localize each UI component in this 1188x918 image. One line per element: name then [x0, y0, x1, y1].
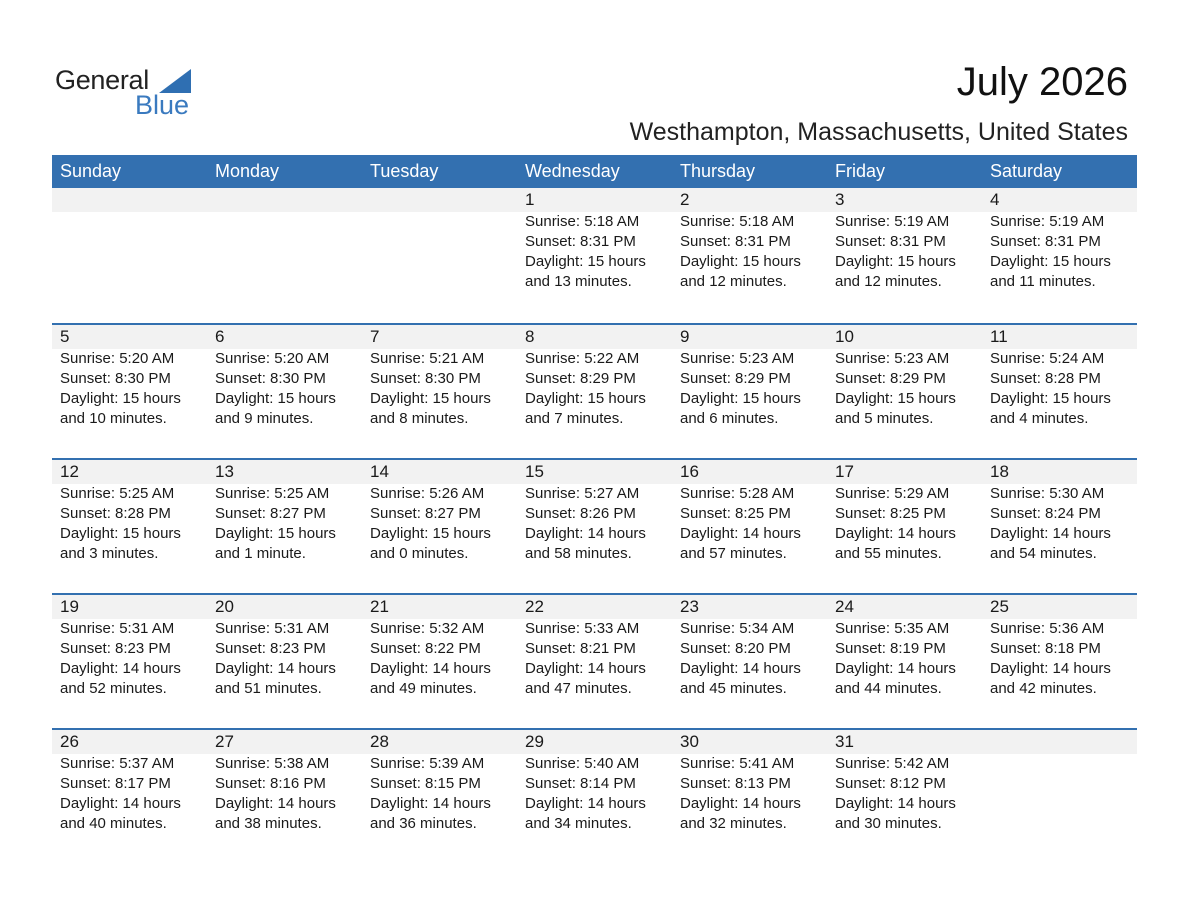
daylight-text: Daylight: 15 hours: [680, 390, 801, 407]
daylight-minutes-text: and 32 minutes.: [680, 815, 787, 832]
daylight-minutes-text: and 10 minutes.: [60, 410, 167, 427]
day-cell: [517, 595, 672, 699]
daylight-minutes-text: and 58 minutes.: [525, 545, 632, 562]
week-days: [52, 730, 1137, 834]
sunset-text: Sunset: 8:31 PM: [990, 233, 1101, 250]
day-number: 7: [370, 327, 380, 346]
day-cell: [207, 595, 362, 699]
empty-day-cell: [52, 188, 207, 292]
sunrise-text: Sunrise: 5:26 AM: [370, 485, 485, 502]
sunrise-text: Sunrise: 5:18 AM: [680, 213, 795, 230]
day-cell: [827, 460, 982, 564]
day-number: 22: [525, 597, 544, 616]
daylight-minutes-text: and 11 minutes.: [990, 273, 1096, 290]
daylight-minutes-text: and 55 minutes.: [835, 545, 942, 562]
sunset-text: Sunset: 8:21 PM: [525, 640, 636, 657]
sunrise-text: Sunrise: 5:41 AM: [680, 755, 795, 772]
calendar-week: [52, 188, 1137, 323]
daylight-minutes-text: and 7 minutes.: [525, 410, 624, 427]
week-days: [52, 460, 1137, 564]
daylight-text: Daylight: 15 hours: [60, 525, 181, 542]
sunrise-text: Sunrise: 5:34 AM: [680, 620, 795, 637]
weekday-header-sunday: Sunday: [60, 161, 122, 181]
day-number: 30: [680, 732, 699, 751]
daylight-minutes-text: and 44 minutes.: [835, 680, 942, 697]
daylight-text: Daylight: 14 hours: [370, 660, 491, 677]
empty-day-cell: [982, 730, 1137, 834]
sunset-text: Sunset: 8:19 PM: [835, 640, 946, 657]
daylight-minutes-text: and 42 minutes.: [990, 680, 1097, 697]
daylight-text: Daylight: 14 hours: [835, 525, 956, 542]
day-number: 29: [525, 732, 544, 751]
day-cell: [827, 188, 982, 292]
day-cell: [982, 325, 1137, 429]
sunrise-text: Sunrise: 5:19 AM: [990, 213, 1105, 230]
day-number: 9: [680, 327, 690, 346]
day-number: 15: [525, 462, 544, 481]
sunrise-text: Sunrise: 5:36 AM: [990, 620, 1105, 637]
day-cell: [52, 460, 207, 564]
day-cell: [207, 325, 362, 429]
day-number: 18: [990, 462, 1009, 481]
day-cell: [52, 730, 207, 834]
sunrise-text: Sunrise: 5:19 AM: [835, 213, 950, 230]
sunrise-text: Sunrise: 5:18 AM: [525, 213, 640, 230]
sunrise-text: Sunrise: 5:39 AM: [370, 755, 485, 772]
day-number: 1: [525, 190, 535, 209]
sunset-text: Sunset: 8:12 PM: [835, 775, 946, 792]
daylight-minutes-text: and 9 minutes.: [215, 410, 314, 427]
sunset-text: Sunset: 8:20 PM: [680, 640, 791, 657]
daylight-minutes-text: and 1 minute.: [215, 545, 306, 562]
sunrise-text: Sunrise: 5:32 AM: [370, 620, 485, 637]
sunrise-text: Sunrise: 5:29 AM: [835, 485, 950, 502]
day-number: 21: [370, 597, 389, 616]
daylight-text: Daylight: 14 hours: [60, 795, 181, 812]
day-number: 13: [215, 462, 234, 481]
day-number: 8: [525, 327, 535, 346]
sunrise-text: Sunrise: 5:38 AM: [215, 755, 330, 772]
sunrise-text: Sunrise: 5:33 AM: [525, 620, 640, 637]
week-days: [52, 188, 1137, 292]
sunrise-text: Sunrise: 5:35 AM: [835, 620, 950, 637]
sunset-text: Sunset: 8:23 PM: [60, 640, 171, 657]
daylight-text: Daylight: 14 hours: [525, 660, 646, 677]
daylight-minutes-text: and 13 minutes.: [525, 273, 632, 290]
daylight-minutes-text: and 47 minutes.: [525, 680, 632, 697]
daylight-minutes-text: and 6 minutes.: [680, 410, 779, 427]
generalblue-logo: [55, 64, 205, 120]
sunset-text: Sunset: 8:16 PM: [215, 775, 326, 792]
calendar-grid: [52, 155, 1137, 863]
day-number: 12: [60, 462, 79, 481]
sunrise-text: Sunrise: 5:37 AM: [60, 755, 175, 772]
day-cell: [517, 460, 672, 564]
daylight-text: Daylight: 14 hours: [60, 660, 181, 677]
sunrise-text: Sunrise: 5:25 AM: [60, 485, 175, 502]
page-title: July 2026: [956, 60, 1128, 104]
sunset-text: Sunset: 8:30 PM: [60, 370, 171, 387]
calendar-week: [52, 728, 1137, 863]
daylight-minutes-text: and 36 minutes.: [370, 815, 477, 832]
day-cell: [52, 595, 207, 699]
calendar-week: [52, 593, 1137, 728]
sunset-text: Sunset: 8:14 PM: [525, 775, 636, 792]
weekday-header-saturday: Saturday: [990, 161, 1063, 181]
daylight-text: Daylight: 14 hours: [990, 525, 1111, 542]
sunset-text: Sunset: 8:30 PM: [370, 370, 481, 387]
daylight-minutes-text: and 38 minutes.: [215, 815, 322, 832]
daylight-minutes-text: and 3 minutes.: [60, 545, 159, 562]
daylight-minutes-text: and 52 minutes.: [60, 680, 167, 697]
daylight-text: Daylight: 15 hours: [835, 390, 956, 407]
sunrise-text: Sunrise: 5:21 AM: [370, 350, 485, 367]
day-cell: [362, 325, 517, 429]
day-cell: [517, 325, 672, 429]
daylight-text: Daylight: 14 hours: [990, 660, 1111, 677]
daylight-text: Daylight: 14 hours: [680, 795, 801, 812]
daylight-text: Daylight: 14 hours: [215, 795, 336, 812]
sunset-text: Sunset: 8:28 PM: [990, 370, 1101, 387]
sunset-text: Sunset: 8:23 PM: [215, 640, 326, 657]
day-cell: [362, 595, 517, 699]
sunrise-text: Sunrise: 5:31 AM: [60, 620, 175, 637]
sunrise-text: Sunrise: 5:24 AM: [990, 350, 1105, 367]
logo-blue-text: Blue: [135, 90, 190, 120]
daylight-minutes-text: and 30 minutes.: [835, 815, 942, 832]
sunset-text: Sunset: 8:18 PM: [990, 640, 1101, 657]
day-number: 25: [990, 597, 1009, 616]
day-cell: [517, 188, 672, 292]
sunrise-text: Sunrise: 5:42 AM: [835, 755, 950, 772]
daylight-text: Daylight: 15 hours: [835, 253, 956, 270]
day-number: 20: [215, 597, 234, 616]
day-number: 24: [835, 597, 854, 616]
day-cell: [362, 730, 517, 834]
sunset-text: Sunset: 8:31 PM: [525, 233, 636, 250]
location-subtitle: Westhampton, Massachusetts, United States: [629, 118, 1128, 146]
sunset-text: Sunset: 8:24 PM: [990, 505, 1101, 522]
day-cell: [672, 188, 827, 292]
daylight-text: Daylight: 14 hours: [680, 660, 801, 677]
daylight-minutes-text: and 40 minutes.: [60, 815, 167, 832]
sunrise-text: Sunrise: 5:23 AM: [835, 350, 950, 367]
day-number: 3: [835, 190, 845, 209]
day-cell: [672, 460, 827, 564]
sunset-text: Sunset: 8:29 PM: [525, 370, 636, 387]
daylight-text: Daylight: 15 hours: [60, 390, 181, 407]
sunrise-text: Sunrise: 5:40 AM: [525, 755, 640, 772]
weekday-header-wednesday: Wednesday: [525, 161, 620, 181]
daylight-minutes-text: and 45 minutes.: [680, 680, 787, 697]
daylight-minutes-text: and 5 minutes.: [835, 410, 934, 427]
empty-day-cell: [207, 188, 362, 292]
day-cell: [207, 460, 362, 564]
weekday-header-friday: Friday: [835, 161, 886, 181]
day-cell: [517, 730, 672, 834]
day-number: 2: [680, 190, 690, 209]
day-number: 26: [60, 732, 79, 751]
sunrise-text: Sunrise: 5:20 AM: [215, 350, 330, 367]
sunset-text: Sunset: 8:31 PM: [680, 233, 791, 250]
day-number: 27: [215, 732, 234, 751]
daylight-text: Daylight: 15 hours: [370, 390, 491, 407]
sunrise-text: Sunrise: 5:28 AM: [680, 485, 795, 502]
sunrise-text: Sunrise: 5:22 AM: [525, 350, 640, 367]
day-number: 23: [680, 597, 699, 616]
sunset-text: Sunset: 8:29 PM: [835, 370, 946, 387]
sunrise-text: Sunrise: 5:31 AM: [215, 620, 330, 637]
daylight-text: Daylight: 15 hours: [370, 525, 491, 542]
weeks-container: [52, 188, 1137, 863]
week-days: [52, 595, 1137, 699]
daylight-minutes-text: and 34 minutes.: [525, 815, 632, 832]
daylight-text: Daylight: 15 hours: [990, 253, 1111, 270]
day-cell: [672, 730, 827, 834]
sunset-text: Sunset: 8:25 PM: [680, 505, 791, 522]
day-number: 31: [835, 732, 854, 751]
daylight-text: Daylight: 14 hours: [835, 795, 956, 812]
day-cell: [982, 460, 1137, 564]
daylight-text: Daylight: 15 hours: [215, 390, 336, 407]
day-cell: [672, 595, 827, 699]
sunset-text: Sunset: 8:27 PM: [370, 505, 481, 522]
day-number: 4: [990, 190, 1000, 209]
sunrise-text: Sunrise: 5:23 AM: [680, 350, 795, 367]
sunset-text: Sunset: 8:15 PM: [370, 775, 481, 792]
daylight-text: Daylight: 15 hours: [680, 253, 801, 270]
sunset-text: Sunset: 8:28 PM: [60, 505, 171, 522]
weekday-header-tuesday: Tuesday: [370, 161, 439, 181]
calendar-week: [52, 323, 1137, 458]
sunset-text: Sunset: 8:27 PM: [215, 505, 326, 522]
weekday-header-row: [52, 155, 1137, 188]
daylight-text: Daylight: 14 hours: [525, 795, 646, 812]
sunset-text: Sunset: 8:30 PM: [215, 370, 326, 387]
day-number: 6: [215, 327, 225, 346]
daylight-minutes-text: and 0 minutes.: [370, 545, 469, 562]
daylight-text: Daylight: 14 hours: [370, 795, 491, 812]
day-number: 17: [835, 462, 854, 481]
daylight-minutes-text: and 12 minutes.: [680, 273, 787, 290]
sunset-text: Sunset: 8:26 PM: [525, 505, 636, 522]
weekday-header-thursday: Thursday: [680, 161, 756, 181]
day-cell: [672, 325, 827, 429]
daylight-minutes-text: and 8 minutes.: [370, 410, 469, 427]
day-cell: [827, 595, 982, 699]
day-cell: [207, 730, 362, 834]
daylight-minutes-text: and 57 minutes.: [680, 545, 787, 562]
calendar-week: [52, 458, 1137, 593]
sunset-text: Sunset: 8:13 PM: [680, 775, 791, 792]
day-number: 11: [990, 327, 1008, 346]
day-cell: [982, 595, 1137, 699]
sunrise-text: Sunrise: 5:25 AM: [215, 485, 330, 502]
week-days: [52, 325, 1137, 429]
sunset-text: Sunset: 8:22 PM: [370, 640, 481, 657]
weekday-header-monday: Monday: [215, 161, 280, 181]
daylight-text: Daylight: 15 hours: [990, 390, 1111, 407]
day-cell: [982, 188, 1137, 292]
day-number: 16: [680, 462, 699, 481]
day-number: 19: [60, 597, 79, 616]
daylight-text: Daylight: 14 hours: [215, 660, 336, 677]
sunrise-text: Sunrise: 5:27 AM: [525, 485, 640, 502]
sunset-text: Sunset: 8:31 PM: [835, 233, 946, 250]
daylight-minutes-text: and 51 minutes.: [215, 680, 322, 697]
day-number: 28: [370, 732, 389, 751]
sunrise-text: Sunrise: 5:20 AM: [60, 350, 175, 367]
sunset-text: Sunset: 8:29 PM: [680, 370, 791, 387]
daylight-text: Daylight: 14 hours: [680, 525, 801, 542]
day-number: 14: [370, 462, 389, 481]
logo-general-text: General: [55, 65, 149, 95]
daylight-minutes-text: and 49 minutes.: [370, 680, 477, 697]
daylight-minutes-text: and 4 minutes.: [990, 410, 1089, 427]
daylight-minutes-text: and 12 minutes.: [835, 273, 942, 290]
sunrise-text: Sunrise: 5:30 AM: [990, 485, 1105, 502]
daylight-text: Daylight: 14 hours: [525, 525, 646, 542]
day-cell: [362, 460, 517, 564]
daylight-text: Daylight: 15 hours: [525, 253, 646, 270]
daylight-text: Daylight: 15 hours: [525, 390, 646, 407]
daylight-minutes-text: and 54 minutes.: [990, 545, 1097, 562]
daylight-text: Daylight: 15 hours: [215, 525, 336, 542]
day-cell: [52, 325, 207, 429]
empty-day-cell: [362, 188, 517, 292]
sunset-text: Sunset: 8:17 PM: [60, 775, 171, 792]
daylight-text: Daylight: 14 hours: [835, 660, 956, 677]
day-number: 10: [835, 327, 854, 346]
sunset-text: Sunset: 8:25 PM: [835, 505, 946, 522]
day-cell: [827, 325, 982, 429]
day-number: 5: [60, 327, 70, 346]
day-cell: [827, 730, 982, 834]
